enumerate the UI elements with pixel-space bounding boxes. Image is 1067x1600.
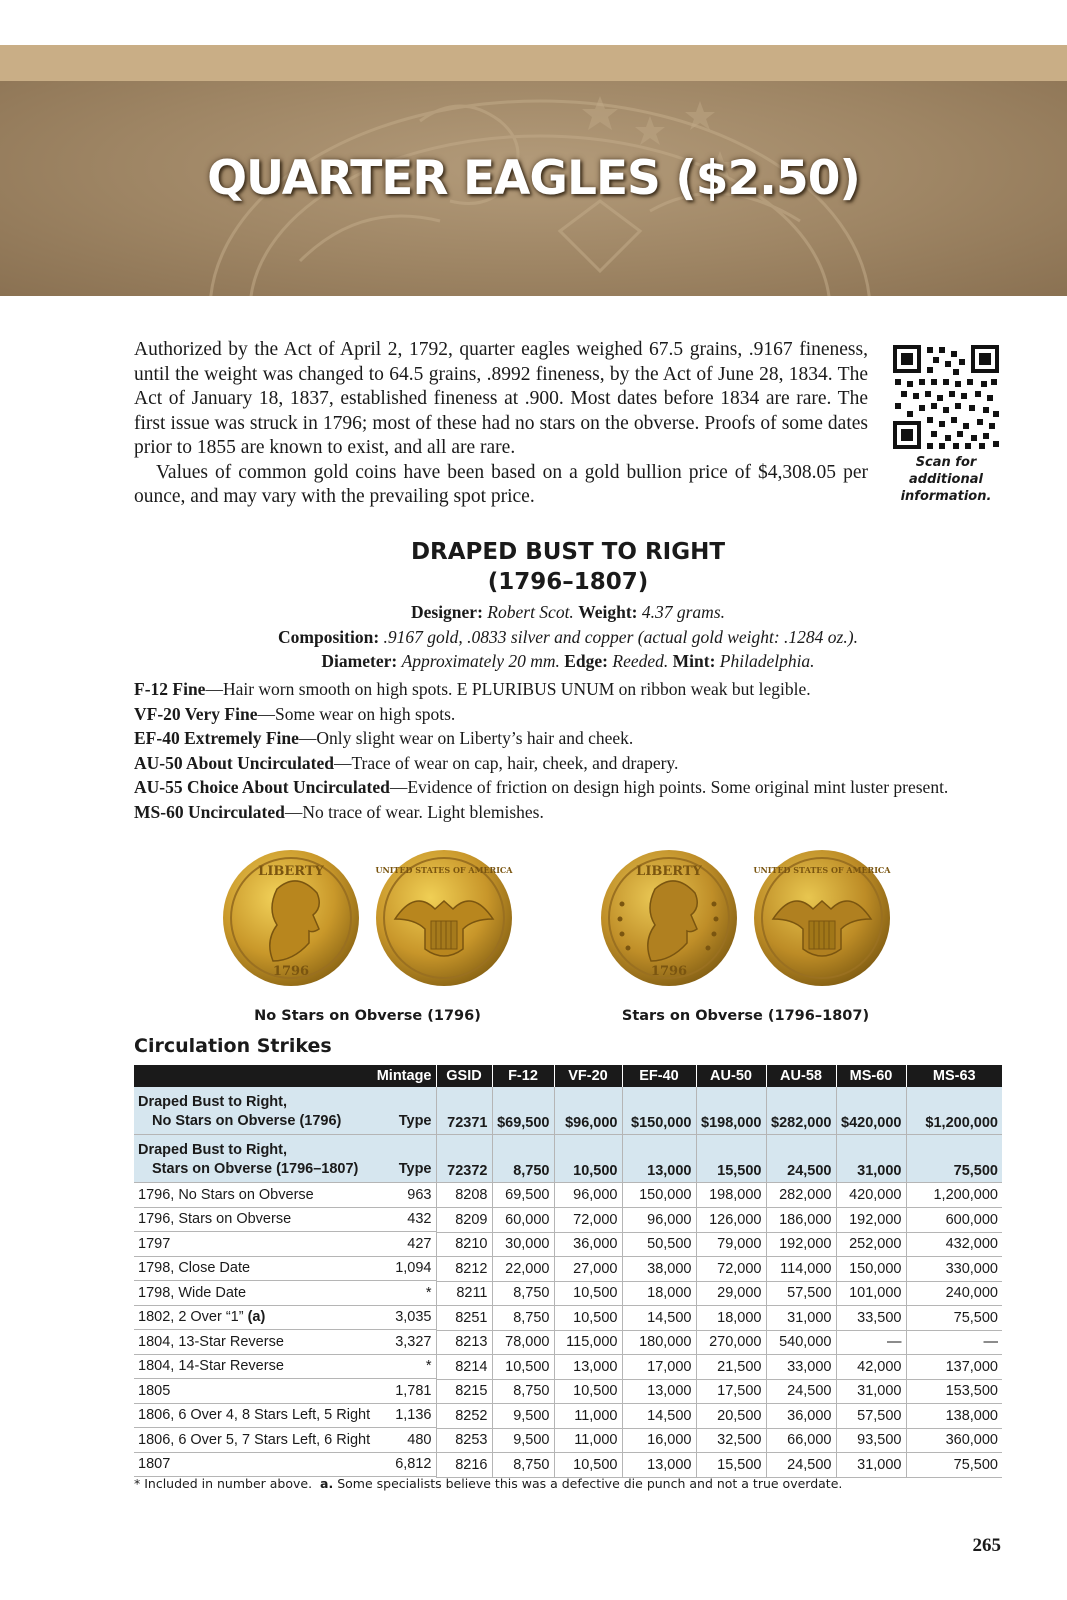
column-header: F-12 bbox=[492, 1065, 554, 1087]
page-number: 265 bbox=[972, 1535, 1001, 1556]
variety-cell: 1806, 6 Over 4, 8 Stars Left, 5 Right 1,136 bbox=[134, 1404, 436, 1429]
table-row bbox=[134, 1208, 1002, 1233]
price-cell: 10,500 bbox=[554, 1135, 622, 1183]
price-cell: 75,500 bbox=[906, 1135, 1002, 1183]
price-cell: 8,750 bbox=[492, 1453, 554, 1478]
price-cell: 8,750 bbox=[492, 1135, 554, 1183]
price-cell: 8,750 bbox=[492, 1281, 554, 1306]
price-cell: 11,000 bbox=[554, 1404, 622, 1429]
price-cell: 33,500 bbox=[836, 1306, 906, 1331]
price-cell: 31,000 bbox=[766, 1306, 836, 1331]
price-cell: 198,000 bbox=[696, 1183, 766, 1208]
price-cell: 150,000 bbox=[836, 1257, 906, 1282]
svg-text:UNITED STATES OF AMERICA: UNITED STATES OF AMERICA bbox=[753, 865, 891, 875]
coin-reverse-no-stars bbox=[375, 849, 513, 987]
price-cell: $96,000 bbox=[554, 1087, 622, 1135]
grade-item: AU-55 Choice About Uncirculated—Evidence of friction on design high points. Some original mint luster present. bbox=[134, 777, 949, 797]
price-cell: 96,000 bbox=[622, 1208, 696, 1233]
variety-cell: 1797 427 bbox=[134, 1232, 436, 1257]
price-cell: 93,500 bbox=[836, 1428, 906, 1453]
price-cell: 9,500 bbox=[492, 1404, 554, 1429]
price-cell: 36,000 bbox=[766, 1404, 836, 1429]
price-cell: 11,000 bbox=[554, 1428, 622, 1453]
price-cell: 360,000 bbox=[906, 1428, 1002, 1453]
table-row bbox=[134, 1404, 1002, 1429]
gsid-cell: 72371 bbox=[436, 1087, 492, 1135]
price-cell: 24,500 bbox=[766, 1379, 836, 1404]
price-cell: 10,500 bbox=[492, 1355, 554, 1380]
grade-item: F-12 Fine—Hair worn smooth on high spots. E PLURIBUS UNUM on ribbon weak but legible. bbox=[134, 679, 811, 699]
gsid-cell: 8212 bbox=[436, 1257, 492, 1282]
price-cell: 17,500 bbox=[696, 1379, 766, 1404]
price-cell: 57,500 bbox=[766, 1281, 836, 1306]
coin-caption-no-stars: No Stars on Obverse (1796) bbox=[254, 1008, 481, 1024]
price-cell: 20,500 bbox=[696, 1404, 766, 1429]
column-header: AU-58 bbox=[766, 1065, 836, 1087]
price-cell: 72,000 bbox=[696, 1257, 766, 1282]
qr-caption: Scan for additional information. bbox=[900, 455, 992, 504]
price-cell: 16,000 bbox=[622, 1428, 696, 1453]
gsid-cell: 8214 bbox=[436, 1355, 492, 1380]
price-cell: 38,000 bbox=[622, 1257, 696, 1282]
price-cell: 22,000 bbox=[492, 1257, 554, 1282]
column-header: MS-60 bbox=[836, 1065, 906, 1087]
price-cell: 66,000 bbox=[766, 1428, 836, 1453]
price-cell: 9,500 bbox=[492, 1428, 554, 1453]
price-cell: 138,000 bbox=[906, 1404, 1002, 1429]
table-header-row bbox=[134, 1065, 1002, 1087]
price-cell: 27,000 bbox=[554, 1257, 622, 1282]
price-cell: 13,000 bbox=[622, 1379, 696, 1404]
column-header: AU-50 bbox=[696, 1065, 766, 1087]
variety-cell: 1804, 14-Star Reverse * bbox=[134, 1355, 436, 1380]
price-cell: 57,500 bbox=[836, 1404, 906, 1429]
coin-obverse-stars bbox=[600, 849, 738, 987]
variety-cell: 1798, Wide Date * bbox=[134, 1281, 436, 1306]
gsid-cell: 8209 bbox=[436, 1208, 492, 1233]
price-cell: 33,000 bbox=[766, 1355, 836, 1380]
price-cell: 10,500 bbox=[554, 1453, 622, 1478]
price-cell: 10,500 bbox=[554, 1306, 622, 1331]
price-cell: $69,500 bbox=[492, 1087, 554, 1135]
table-row bbox=[134, 1379, 1002, 1404]
svg-text:LIBERTY: LIBERTY bbox=[258, 864, 324, 879]
price-cell: 432,000 bbox=[906, 1232, 1002, 1257]
price-cell: 24,500 bbox=[766, 1135, 836, 1183]
price-cell: 96,000 bbox=[554, 1183, 622, 1208]
gsid-cell: 8253 bbox=[436, 1428, 492, 1453]
price-cell: — bbox=[906, 1330, 1002, 1355]
table-row bbox=[134, 1232, 1002, 1257]
grade-descriptions bbox=[134, 678, 1002, 825]
gsid-cell: 8252 bbox=[436, 1404, 492, 1429]
variety-cell: 1805 1,781 bbox=[134, 1379, 436, 1404]
price-cell: 75,500 bbox=[906, 1453, 1002, 1478]
price-cell: 14,500 bbox=[622, 1404, 696, 1429]
coin-caption-stars: Stars on Obverse (1796–1807) bbox=[621, 1008, 870, 1024]
price-cell: 330,000 bbox=[906, 1257, 1002, 1282]
price-cell: 180,000 bbox=[622, 1330, 696, 1355]
table-row bbox=[134, 1453, 1002, 1478]
column-header: EF-40 bbox=[622, 1065, 696, 1087]
price-cell: 17,000 bbox=[622, 1355, 696, 1380]
price-cell: $420,000 bbox=[836, 1087, 906, 1135]
footnote: * Included in number above. a. Some specialists believe this was a defective die punch and not a true overdate. bbox=[134, 1476, 843, 1491]
grade-item: MS-60 Uncirculated—No trace of wear. Light blemishes. bbox=[134, 801, 544, 822]
table-row bbox=[134, 1281, 1002, 1306]
price-cell: 150,000 bbox=[622, 1183, 696, 1208]
price-cell: 114,000 bbox=[766, 1257, 836, 1282]
price-cell: 50,500 bbox=[622, 1232, 696, 1257]
price-cell: 13,000 bbox=[622, 1453, 696, 1478]
price-cell: 186,000 bbox=[766, 1208, 836, 1233]
variety-cell: 1806, 6 Over 5, 7 Stars Left, 6 Right 480 bbox=[134, 1428, 436, 1453]
gsid-cell: 8213 bbox=[436, 1330, 492, 1355]
price-cell: 32,500 bbox=[696, 1428, 766, 1453]
price-cell: 30,000 bbox=[492, 1232, 554, 1257]
column-header: Mintage bbox=[134, 1065, 436, 1087]
price-cell: $150,000 bbox=[622, 1087, 696, 1135]
price-cell: $1,200,000 bbox=[906, 1087, 1002, 1135]
table-row bbox=[134, 1306, 1002, 1331]
price-cell: 21,500 bbox=[696, 1355, 766, 1380]
price-cell: 252,000 bbox=[836, 1232, 906, 1257]
coin-specifications: Designer: Robert Scot. Weight: 4.37 grams. Composition: .9167 gold, .0833 silver and copper (actual gold weight: .1284 oz.). Diameter: Approximately 20 mm. Edge: Reeded. Mint: Philadelphia. bbox=[278, 602, 858, 671]
price-cell: 72,000 bbox=[554, 1208, 622, 1233]
intro-paragraph-2: Values of common gold coins have been based on a gold bullion price of $4,308.05 per ounce, and may vary with the prevailing spot price. bbox=[134, 461, 868, 507]
table-row bbox=[134, 1183, 1002, 1208]
variety-cell: 1796, No Stars on Obverse 963 bbox=[134, 1183, 436, 1208]
gsid-cell: 8210 bbox=[436, 1232, 492, 1257]
variety-cell: 1807 6,812 bbox=[134, 1453, 436, 1478]
variety-cell: 1798, Close Date 1,094 bbox=[134, 1257, 436, 1282]
price-cell: 101,000 bbox=[836, 1281, 906, 1306]
table-row bbox=[134, 1257, 1002, 1282]
price-cell: 78,000 bbox=[492, 1330, 554, 1355]
gsid-cell: 72372 bbox=[436, 1135, 492, 1183]
price-cell: 18,000 bbox=[622, 1281, 696, 1306]
type-row bbox=[134, 1087, 1002, 1135]
price-cell: 153,500 bbox=[906, 1379, 1002, 1404]
price-cell: 137,000 bbox=[906, 1355, 1002, 1380]
price-cell: 420,000 bbox=[836, 1183, 906, 1208]
price-cell: 192,000 bbox=[766, 1232, 836, 1257]
gsid-cell: 8216 bbox=[436, 1453, 492, 1478]
gsid-cell: 8251 bbox=[436, 1306, 492, 1331]
price-cell: 115,000 bbox=[554, 1330, 622, 1355]
gsid-cell: 8215 bbox=[436, 1379, 492, 1404]
price-cell: 31,000 bbox=[836, 1135, 906, 1183]
price-cell: 31,000 bbox=[836, 1453, 906, 1478]
price-cell: 69,500 bbox=[492, 1183, 554, 1208]
price-cell: 126,000 bbox=[696, 1208, 766, 1233]
type-name-cell: Draped Bust to Right, Stars on Obverse (1796–1807) Type bbox=[134, 1135, 436, 1183]
svg-text:LIBERTY: LIBERTY bbox=[636, 864, 702, 879]
section-title: DRAPED BUST TO RIGHT (1796–1807) bbox=[410, 539, 726, 595]
price-cell: 14,500 bbox=[622, 1306, 696, 1331]
price-cell: 600,000 bbox=[906, 1208, 1002, 1233]
price-cell: 540,000 bbox=[766, 1330, 836, 1355]
variety-cell: 1802, 2 Over “1” (a) 3,035 bbox=[134, 1306, 436, 1331]
table-row bbox=[134, 1355, 1002, 1380]
table-body bbox=[134, 1087, 1002, 1477]
column-header: VF-20 bbox=[554, 1065, 622, 1087]
qr-code-icon[interactable] bbox=[893, 345, 999, 449]
price-cell: 60,000 bbox=[492, 1208, 554, 1233]
price-cell: 36,000 bbox=[554, 1232, 622, 1257]
type-row bbox=[134, 1135, 1002, 1183]
price-cell: $198,000 bbox=[696, 1087, 766, 1135]
price-cell: 18,000 bbox=[696, 1306, 766, 1331]
column-header: MS-63 bbox=[906, 1065, 1002, 1087]
svg-text:UNITED STATES OF AMERICA: UNITED STATES OF AMERICA bbox=[375, 865, 513, 875]
chapter-title: QUARTER EAGLES ($2.50) bbox=[207, 151, 860, 206]
price-cell: 282,000 bbox=[766, 1183, 836, 1208]
intro-text bbox=[134, 338, 868, 510]
price-cell: 1,200,000 bbox=[906, 1183, 1002, 1208]
coin-reverse-stars bbox=[753, 849, 891, 987]
column-header: GSID bbox=[436, 1065, 492, 1087]
circulation-strikes-title: Circulation Strikes bbox=[134, 1035, 332, 1057]
coin-obverse-no-stars bbox=[222, 849, 360, 987]
price-cell: 29,000 bbox=[696, 1281, 766, 1306]
price-cell: 24,500 bbox=[766, 1453, 836, 1478]
price-cell: 270,000 bbox=[696, 1330, 766, 1355]
grade-item: VF-20 Very Fine—Some wear on high spots. bbox=[134, 703, 456, 724]
price-cell: 13,000 bbox=[554, 1355, 622, 1380]
gsid-cell: 8208 bbox=[436, 1183, 492, 1208]
price-cell: 75,500 bbox=[906, 1306, 1002, 1331]
price-cell: 13,000 bbox=[622, 1135, 696, 1183]
price-cell: 192,000 bbox=[836, 1208, 906, 1233]
svg-text:1796: 1796 bbox=[272, 964, 310, 979]
table-row bbox=[134, 1330, 1002, 1355]
chapter-banner bbox=[0, 81, 1067, 296]
price-cell: 8,750 bbox=[492, 1379, 554, 1404]
type-name-cell: Draped Bust to Right, No Stars on Obverse (1796) Type bbox=[134, 1087, 436, 1135]
price-cell: 8,750 bbox=[492, 1306, 554, 1331]
price-cell: 10,500 bbox=[554, 1379, 622, 1404]
intro-paragraph-1: Authorized by the Act of April 2, 1792, quarter eagles weighed 67.5 grains, .9167 fineness, until the weight was changed to 64.5 grains, .8992 fineness, by the Act of June 28, 1834. The Act of January 18, 1837, established fineness at .900. Most dates before 1834 are rare. The first issue was struck in 1796; most of these had no stars on the obverse. Proofs of some dates prior to 1855 are known to exist, and all are rare. bbox=[134, 339, 868, 458]
price-cell: 15,500 bbox=[696, 1135, 766, 1183]
variety-cell: 1804, 13-Star Reverse 3,327 bbox=[134, 1330, 436, 1355]
price-cell: 79,000 bbox=[696, 1232, 766, 1257]
price-cell: 31,000 bbox=[836, 1379, 906, 1404]
svg-text:1796: 1796 bbox=[650, 964, 688, 979]
header-top-strip bbox=[0, 45, 1067, 81]
price-cell: — bbox=[836, 1330, 906, 1355]
variety-cell: 1796, Stars on Obverse 432 bbox=[134, 1208, 436, 1233]
price-cell: $282,000 bbox=[766, 1087, 836, 1135]
gsid-cell: 8211 bbox=[436, 1281, 492, 1306]
circulation-strikes-table bbox=[134, 1065, 1002, 1478]
price-cell: 240,000 bbox=[906, 1281, 1002, 1306]
price-cell: 10,500 bbox=[554, 1281, 622, 1306]
price-cell: 15,500 bbox=[696, 1453, 766, 1478]
price-cell: 42,000 bbox=[836, 1355, 906, 1380]
grade-item: EF-40 Extremely Fine—Only slight wear on Liberty’s hair and cheek. bbox=[134, 728, 634, 748]
grade-item: AU-50 About Uncirculated—Trace of wear on cap, hair, cheek, and drapery. bbox=[134, 752, 679, 773]
table-row bbox=[134, 1428, 1002, 1453]
